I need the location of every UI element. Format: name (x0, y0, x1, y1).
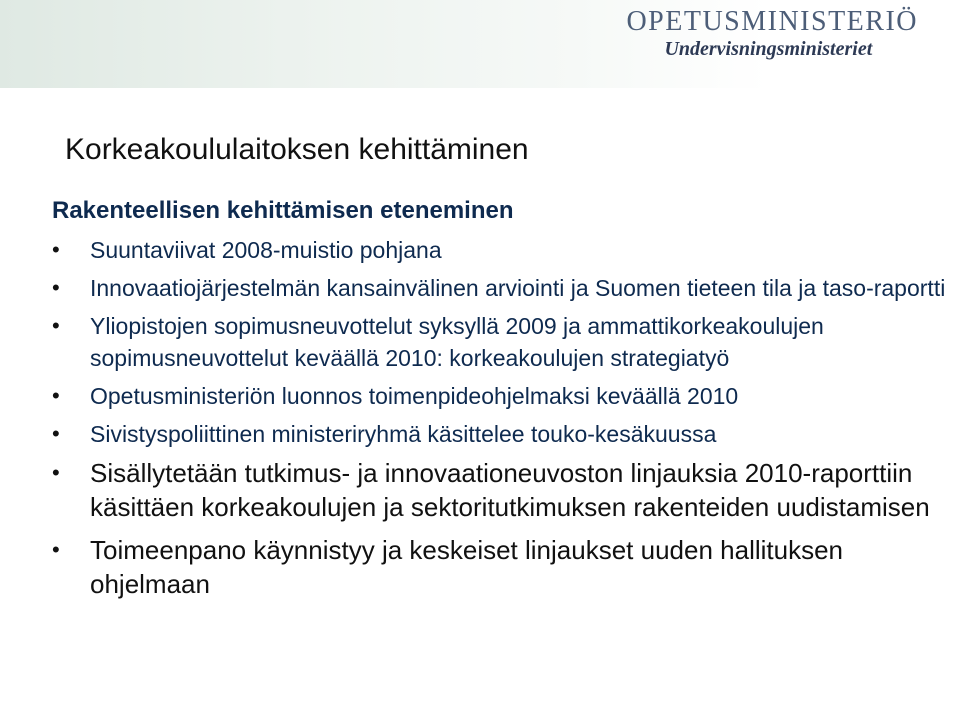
bullet-item (52, 380, 952, 412)
logo-sub-text: Undervisningsministeriet (664, 38, 873, 60)
bullet-item (52, 234, 952, 266)
bullet-item (52, 456, 952, 524)
bullet-text: Sivistyspoliittinen ministeriryhmä käsittelee touko-kesäkuussa (90, 421, 717, 447)
bullet-text: Opetusministeriön luonnos toimenpideohjelmaksi keväällä 2010 (90, 383, 739, 409)
bullet-item (52, 310, 952, 374)
bullet-text: Yliopistojen sopimusneuvottelut syksyllä 2009 ja ammattikorkeakoulujen sopimusneuvottelut keväällä 2010: korkeakoulujen strategiatyö (90, 313, 824, 371)
slide-subheading: Rakenteellisen kehittämisen eteneminen (52, 197, 514, 224)
bullet-icon: • (52, 460, 60, 485)
bullet-text: Toimeenpano käynnistyy ja keskeiset linjaukset uuden hallituksen ohjelmaan (90, 535, 843, 599)
slide-title: Korkeakoululaitoksen kehittäminen (65, 133, 529, 166)
ministry-logo (626, 6, 918, 61)
bullet-item (52, 418, 952, 450)
bullet-icon: • (52, 313, 60, 338)
bullet-item (52, 272, 952, 304)
logo-main-text: OPETUSMINISTERIÖ (626, 6, 918, 37)
bullet-icon: • (52, 383, 60, 408)
bullet-item (52, 533, 952, 601)
bullet-text: Sisällytetään tutkimus- ja innovaationeuvoston linjauksia 2010-raporttiin käsittäen korkeakoulujen ja sektoritutkimuksen rakenteiden uudistamisen (90, 458, 930, 522)
bullet-icon: • (52, 421, 60, 446)
bullet-text: Suuntaviivat 2008-muistio pohjana (90, 237, 442, 263)
bullet-icon: • (52, 537, 60, 562)
bullet-icon: • (52, 275, 60, 300)
bullet-text: Innovaatiojärjestelmän kansainvälinen arviointi ja Suomen tieteen tila ja taso-raportti (90, 275, 946, 301)
bullet-icon: • (52, 237, 60, 262)
bullet-list (52, 234, 952, 610)
